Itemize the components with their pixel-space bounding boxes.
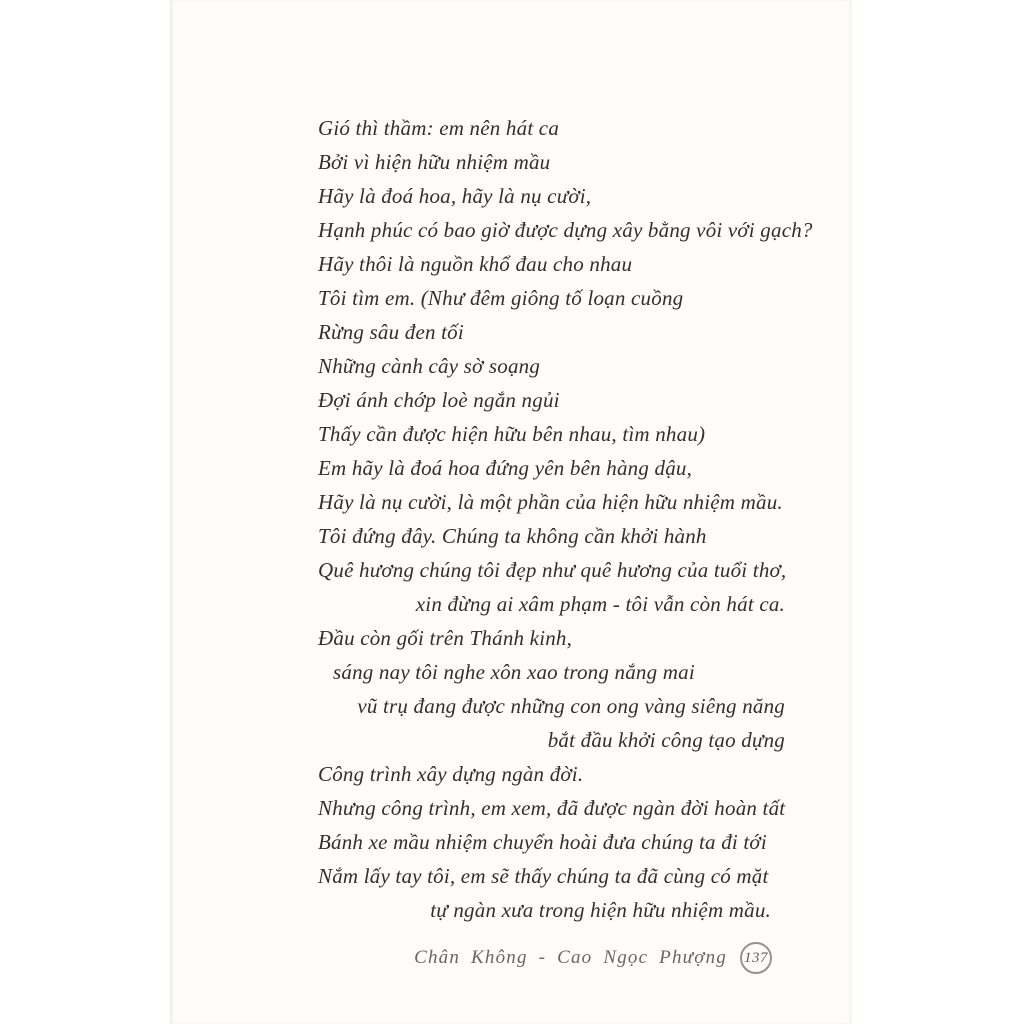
poem-line: sáng nay tôi nghe xôn xao trong nắng mai [333,660,695,684]
page-footer [414,942,772,974]
poem-line: Nắm lấy tay tôi, em sẽ thấy chúng ta đã cùng có mặt [318,864,769,888]
poem-line: xin đừng ai xâm phạm - tôi vẫn còn hát ca. [415,592,785,616]
poem-line: Hãy thôi là nguồn khổ đau cho nhau [318,252,633,276]
poem-line: Gió thì thầm: em nên hát ca [318,116,560,140]
poem-line: Bánh xe mầu nhiệm chuyển hoài đưa chúng ta đi tới [318,830,767,854]
poem-line: vũ trụ đang được những con ong vàng siêng năng [357,694,785,718]
poem-line: Thấy cần được hiện hữu bên nhau, tìm nhau) [318,422,706,446]
poem-line: Đầu còn gối trên Thánh kinh, [318,626,573,650]
poem-line: Hãy là nụ cười, là một phần của hiện hữu nhiệm mầu. [318,490,783,514]
poem-line: Đợi ánh chớp loè ngắn ngủi [318,388,560,412]
poem-line: Bởi vì hiện hữu nhiệm mầu [318,150,551,174]
poem-line: tự ngàn xưa trong hiện hữu nhiệm mầu. [430,898,771,922]
footer-signature: Chân Không - Cao Ngọc Phượng [414,947,727,968]
poem-line: bắt đầu khởi công tạo dựng [547,728,785,752]
poem-line: Tôi tìm em. (Như đêm giông tố loạn cuồng [318,286,684,310]
poem-line: Hãy là đoá hoa, hãy là nụ cười, [318,184,592,208]
page-number-badge [740,942,772,974]
poem-line: Hạnh phúc có bao giờ được dựng xây bằng vôi với gạch? [318,218,813,242]
poem-line: Rừng sâu đen tối [318,320,464,344]
poem-line: Quê hương chúng tôi đẹp như quê hương của tuổi thơ, [318,558,787,582]
poem-line: Em hãy là đoá hoa đứng yên bên hàng dậu, [318,456,693,480]
page-number: 137 [744,949,768,966]
poem-line: Công trình xây dựng ngàn đời. [318,762,584,786]
poem-line: Những cành cây sờ soạng [318,354,541,378]
poem-line: Nhưng công trình, em xem, đã được ngàn đời hoàn tất [318,796,786,820]
poem-line: Tôi đứng đây. Chúng ta không cần khởi hành [318,524,707,548]
poem-text-block [318,111,813,927]
book-page [170,0,852,1024]
